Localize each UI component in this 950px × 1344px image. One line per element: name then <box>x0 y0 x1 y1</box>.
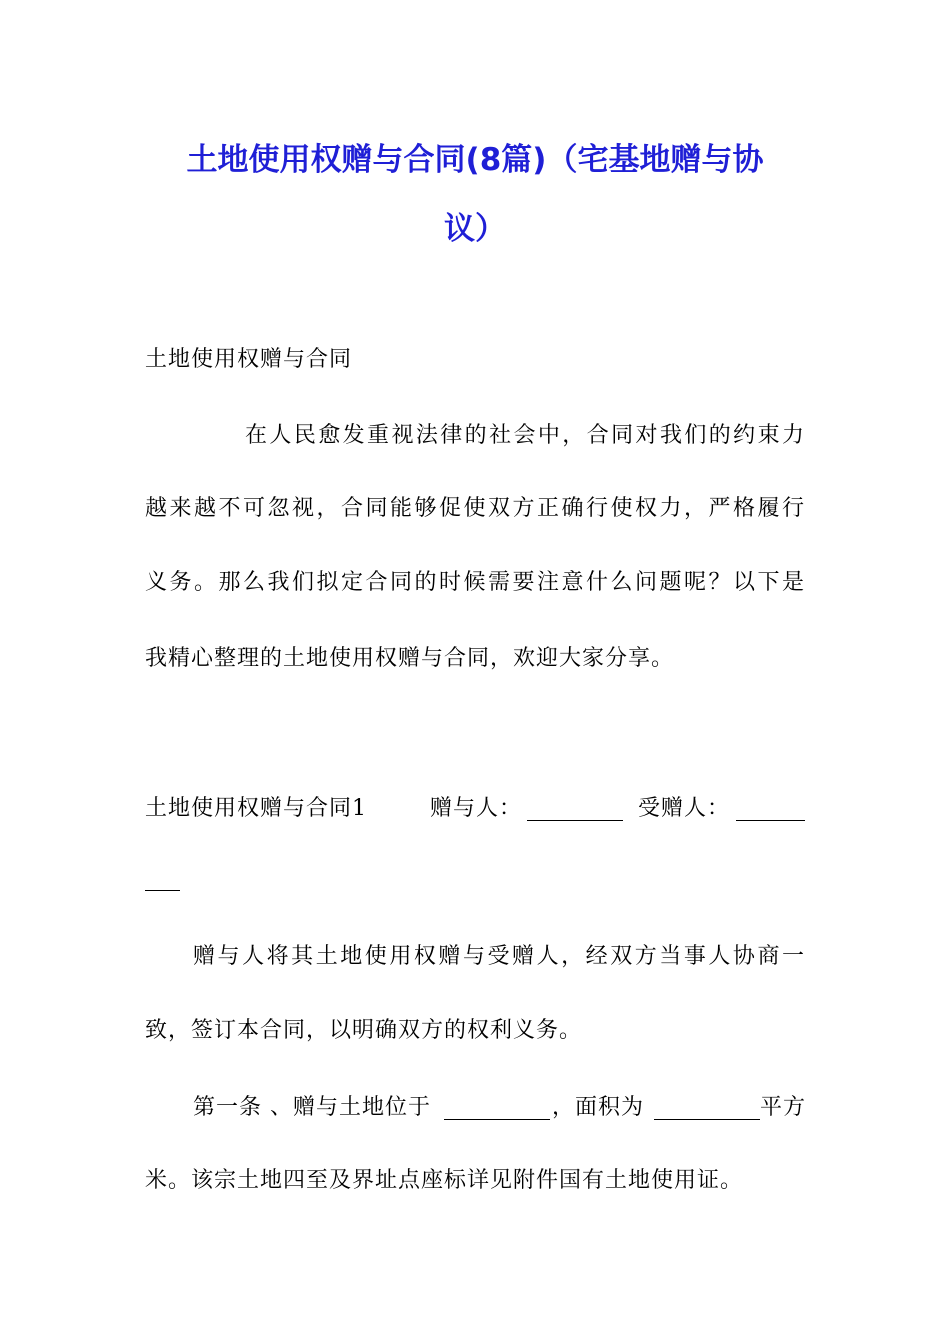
donee-blank <box>736 798 805 821</box>
intro-line-3: 义务。那么我们拟定合同的时候需要注意什么问题呢？以下是 <box>145 570 805 595</box>
donor-label: 赠与人： <box>430 796 523 821</box>
article-1-area-label: ，面积为 <box>552 1095 645 1120</box>
donor-blank <box>527 798 623 821</box>
land-location-blank <box>444 1097 550 1120</box>
paragraph-1-line-1: 赠与人将其土地使用权赠与受赠人，经双方当事人协商一 <box>193 944 805 969</box>
doc-heading: 土地使用权赠与合同 <box>145 347 353 372</box>
land-area-blank <box>654 1097 760 1120</box>
article-1-unit: 平方 <box>760 1095 807 1120</box>
donee-blank-cont <box>145 868 180 891</box>
document-title-line-1: 土地使用权赠与合同(8篇)（宅基地赠与协 <box>186 142 764 178</box>
intro-line-4: 我精心整理的土地使用权赠与合同，欢迎大家分享。 <box>145 646 675 671</box>
contract-1-heading: 土地使用权赠与合同1 <box>145 796 367 821</box>
intro-line-1: 在人民愈发重视法律的社会中，合同对我们的约束力 <box>245 423 805 448</box>
paragraph-1-line-2: 致，签订本合同，以明确双方的权利义务。 <box>145 1018 583 1043</box>
article-1-prefix: 第一条 、赠与土地位于 <box>193 1095 431 1120</box>
article-1-line-2: 米。该宗土地四至及界址点座标详见附件国有土地使用证。 <box>145 1168 744 1193</box>
donee-label: 受赠人： <box>638 796 731 821</box>
document-title-line-2: 议） <box>444 211 506 247</box>
intro-line-2: 越来越不可忽视，合同能够促使双方正确行使权力，严格履行 <box>145 496 805 521</box>
